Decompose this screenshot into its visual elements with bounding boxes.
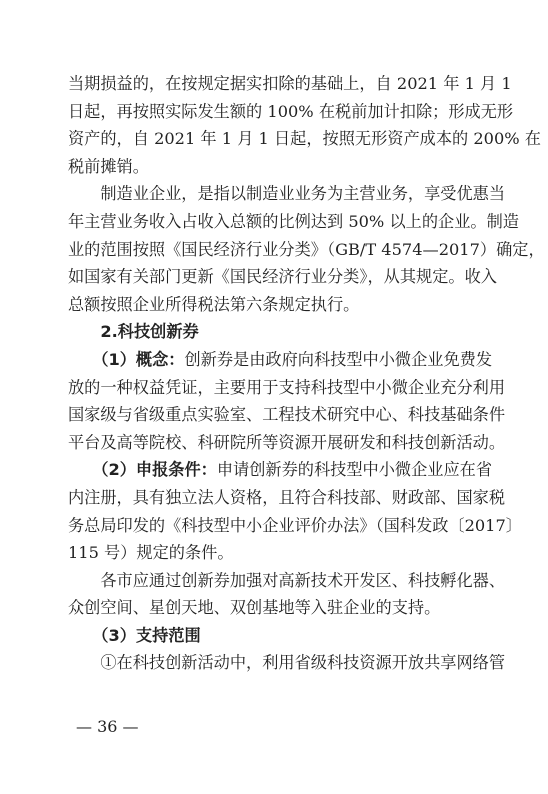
text-line: 平台及高等院校、科研院所等资源开展研发和科技创新活动。 (68, 432, 506, 452)
text-line: 国家级与省级重点实验室、工程技术研究中心、科技基础条件 (68, 405, 506, 425)
paragraph-manufacturing-definition (68, 180, 545, 318)
page-number: — 36 — (76, 717, 139, 736)
text-line: 年主营业务收入占收入总额的比例达到 50% 以上的企业。制造 (68, 211, 519, 231)
text-line: 内注册，具有独立法人资格，且符合科技部、财政部、国家税 (68, 487, 506, 507)
concept-label: （1）概念： (68, 349, 185, 369)
text-line: 放的一种权益凭证，主要用于支持科技型中小微企业充分利用 (68, 377, 506, 397)
paragraph-deduction (68, 70, 541, 180)
conditions-label: （2）申报条件： (68, 460, 217, 480)
body-text (68, 70, 545, 677)
subsection-heading-text: （3）支持范围 (68, 625, 201, 645)
text-line: ①在科技创新活动中，利用省级科技资源开放共享网络管 (68, 653, 506, 673)
text-line: 申请创新券的科技型中小微企业应在省 (216, 460, 493, 480)
subsection-heading (68, 622, 480, 650)
text-line: 业的范围按照《国民经济行业分类》（GB/T 4574—2017）确定， (68, 239, 545, 259)
paragraph-concept (68, 346, 506, 456)
text-line: 税前摊销。 (68, 156, 149, 176)
text-line: 资产的，自 2021 年 1 月 1 日起，按照无形资产成本的 200% 在 (68, 129, 541, 149)
text-line: 各市应通过创新券加强对高新技术开发区、科技孵化器、 (68, 570, 506, 590)
text-line: 日起，再按照实际发生额的 100% 在税前加计扣除；形成无形 (68, 101, 514, 121)
text-line: 总额按照企业所得税法第六条规定执行。 (68, 294, 360, 314)
text-line: 当期损益的，在按规定据实扣除的基础上，自 2021 年 1 月 1 (68, 74, 512, 93)
text-line: 如国家有关部门更新《国民经济行业分类》，从其规定。收入 (68, 267, 497, 287)
paragraph-city-support (68, 567, 506, 622)
text-line: 制造业企业，是指以制造业业务为主营业务，享受优惠当 (68, 184, 506, 204)
paragraph-support-scope (68, 649, 506, 677)
text-line: 众创空间、星创天地、双创基地等入驻企业的支持。 (68, 598, 441, 618)
section-heading-text: 2.科技创新券 (68, 322, 199, 342)
section-heading (68, 318, 480, 346)
paragraph-application-conditions (68, 456, 522, 566)
text-line: 115 号）规定的条件。 (68, 543, 234, 563)
text-line: 创新券是由政府向科技型中小微企业免费发 (184, 349, 493, 369)
text-line: 务总局印发的《科技型中小企业评价办法》（国科发政〔2017〕 (68, 515, 522, 535)
